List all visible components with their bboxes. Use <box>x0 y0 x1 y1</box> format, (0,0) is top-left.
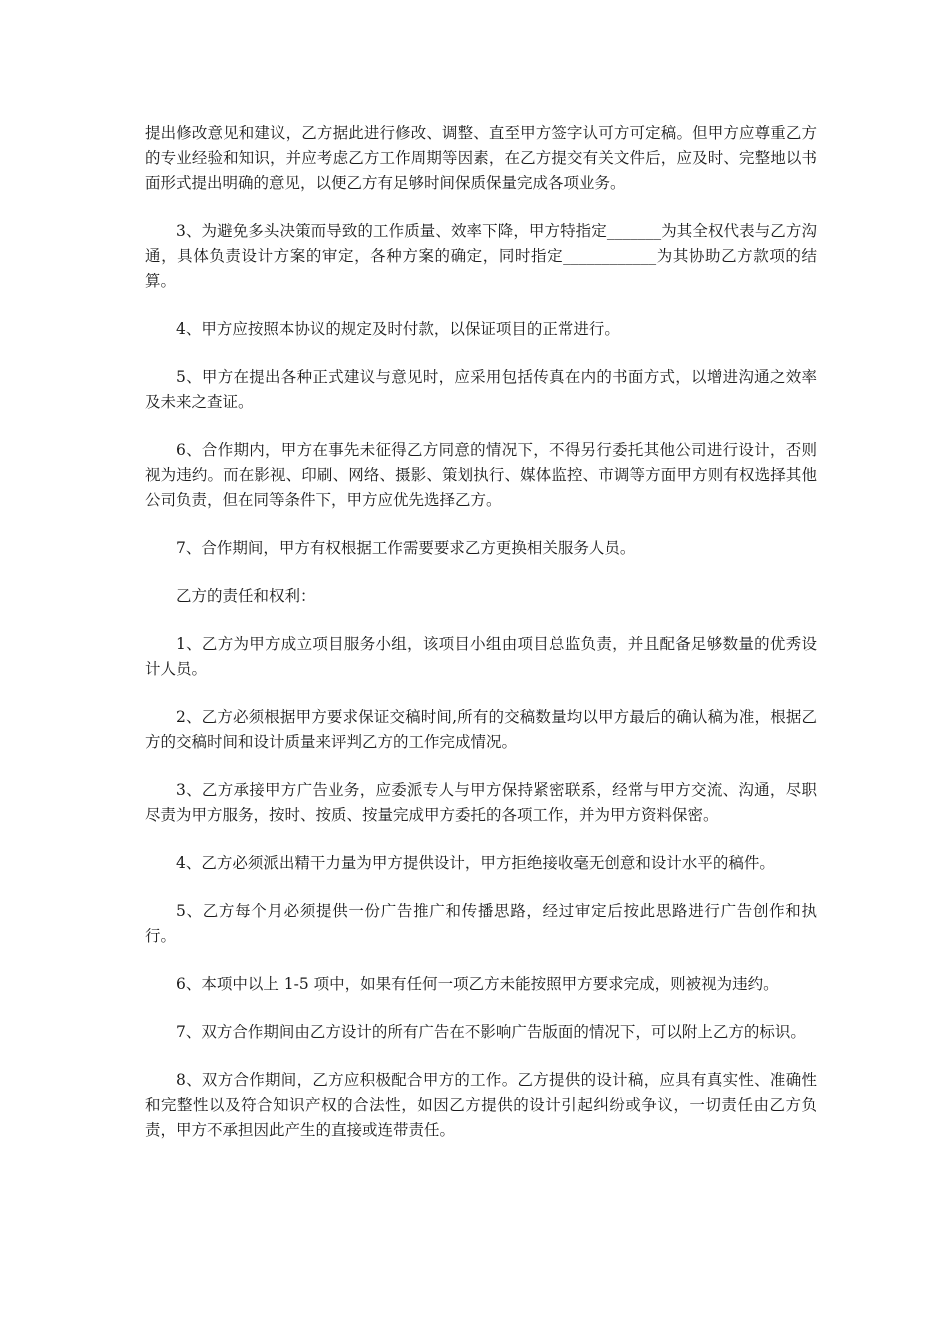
paragraph-party-a-clause-3: 3、为避免多头决策而导致的工作质量、效率下降，甲方特指定_______为其全权代表与乙方沟通，具体负责设计方案的审定，各种方案的确定，同时指定____________为其协助乙方款项的结算。 <box>145 222 817 290</box>
paragraph-party-b-clause-4: 4、乙方必须派出精干力量为甲方提供设计，甲方拒绝接收毫无创意和设计水平的稿件。 <box>176 854 775 872</box>
paragraph-party-b-clause-5: 5、乙方每个月必须提供一份广告推广和传播思路，经过审定后按此思路进行广告创作和执行。 <box>145 902 817 945</box>
paragraph-party-a-clause-5: 5、甲方在提出各种正式建议与意见时，应采用包括传真在内的书面方式，以增进沟通之效率及未来之查证。 <box>145 368 817 411</box>
paragraph-party-a-clause-6: 6、合作期内，甲方在事先未征得乙方同意的情况下，不得另行委托其他公司进行设计，否则视为违约。而在影视、印刷、网络、摄影、策划执行、媒体监控、市调等方面甲方则有权选择其他公司负责，但在同等条件下，甲方应优先选择乙方。 <box>145 441 817 509</box>
paragraph-party-b-clause-3: 3、乙方承接甲方广告业务，应委派专人与甲方保持紧密联系，经常与甲方交流、沟通，尽职尽责为甲方服务，按时、按质、按量完成甲方委托的各项工作，并为甲方资料保密。 <box>145 781 817 824</box>
section-heading-party-b: 乙方的责任和权利： <box>176 587 316 605</box>
paragraph-continuation: 提出修改意见和建议，乙方据此进行修改、调整、直至甲方签字认可方可定稿。但甲方应尊重乙方的专业经验和知识，并应考虑乙方工作周期等因素，在乙方提交有关文件后，应及时、完整地以书面形式提出明确的意见，以便乙方有足够时间保质保量完成各项业务。 <box>145 124 817 192</box>
paragraph-party-b-clause-7: 7、双方合作期间由乙方设计的所有广告在不影响广告版面的情况下，可以附上乙方的标识。 <box>176 1023 806 1041</box>
paragraph-party-b-clause-8: 8、双方合作期间，乙方应积极配合甲方的工作。乙方提供的设计稿，应具有真实性、准确性和完整性以及符合知识产权的合法性，如因乙方提供的设计引起纠纷或争议，一切责任由乙方负责，甲方不承担因此产生的直接或连带责任。 <box>145 1071 817 1139</box>
paragraph-party-a-clause-4: 4、甲方应按照本协议的规定及时付款，以保证项目的正常进行。 <box>176 320 620 338</box>
paragraph-party-a-clause-7: 7、合作期间，甲方有权根据工作需要要求乙方更换相关服务人员。 <box>176 539 636 557</box>
paragraph-party-b-clause-1: 1、乙方为甲方成立项目服务小组，该项目小组由项目总监负责，并且配备足够数量的优秀设计人员。 <box>145 635 817 678</box>
paragraph-party-b-clause-2: 2、乙方必须根据甲方要求保证交稿时间,所有的交稿数量均以甲方最后的确认稿为准，根据乙方的交稿时间和设计质量来评判乙方的工作完成情况。 <box>145 708 817 751</box>
document-body <box>145 121 817 1166</box>
paragraph-party-b-clause-6: 6、本项中以上 1-5 项中，如果有任何一项乙方未能按照甲方要求完成，则被视为违约。 <box>176 975 779 993</box>
